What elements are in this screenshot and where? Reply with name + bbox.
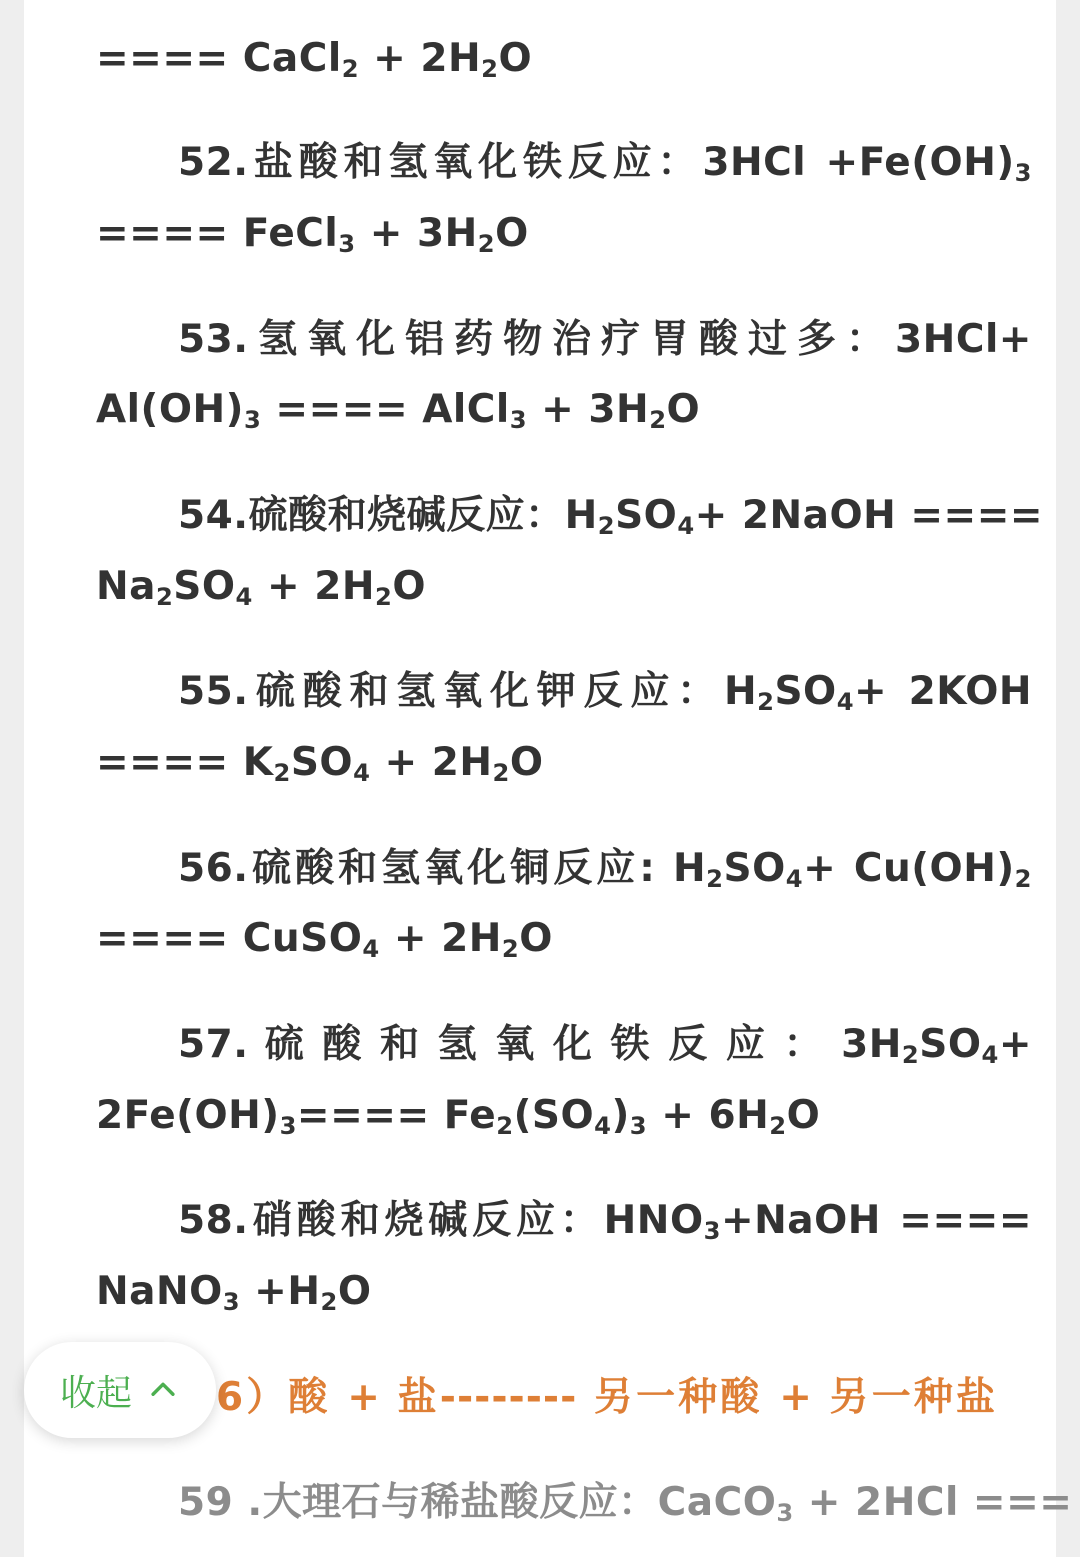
equation-line: 54.硫酸和烧碱反应：$H_2SO_4+$ 2NaOH ==== xyxy=(178,493,1044,541)
equation-line: 52.盐酸和氢氧化铁反应：$3HCl +Fe(OH)_3$ xyxy=(178,140,1032,188)
subscript: 2 xyxy=(374,583,393,612)
subscript: 3 xyxy=(338,230,356,259)
equation-line: 57. 硫 酸 和 氢 氧 化 铁 反 应 ： $3H_2SO_4+$ xyxy=(178,1022,1032,1070)
subscript: 3 xyxy=(776,1499,794,1528)
subscript: 4 xyxy=(353,759,371,788)
equation-line: $2Fe(OH)_3==== Fe_2(SO_4)_3 + 6H_2O$ xyxy=(96,1093,821,1141)
subscript: 2 xyxy=(481,55,499,84)
subscript: 4 xyxy=(235,583,253,612)
subscript: 2 xyxy=(901,1041,920,1070)
subscript: 4 xyxy=(836,688,855,717)
equation-line: ==== CuSO$_4$ + $2H_2O$ xyxy=(96,916,553,964)
subscript: 3 xyxy=(222,1288,241,1317)
subscript: 4 xyxy=(981,1041,999,1070)
subscript: 2 xyxy=(1014,865,1032,894)
collapse-button[interactable] xyxy=(24,1342,216,1438)
subscript: 2 xyxy=(477,230,496,259)
subscript: 2 xyxy=(320,1288,338,1317)
equation-line: 59 .大理石与稀盐酸反应：CaCO$_3$ + 2HCl === xyxy=(178,1480,1073,1528)
subscript: 2 xyxy=(769,1112,787,1141)
subscript: 2 xyxy=(597,512,616,541)
subscript: 2 xyxy=(757,688,775,717)
section-heading: 6）酸 + 盐-------- 另一种酸 + 另一种盐 xyxy=(216,1375,996,1420)
subscript: 2 xyxy=(341,55,360,84)
subscript: 4 xyxy=(594,1112,612,1141)
subscript: 3 xyxy=(1014,159,1032,188)
subscript: 4 xyxy=(677,512,695,541)
chevron-up-icon xyxy=(146,1373,180,1407)
subscript: 2 xyxy=(501,935,520,964)
subscript: 3 xyxy=(279,1112,297,1141)
subscript: 3 xyxy=(629,1112,648,1141)
subscript: 3 xyxy=(703,1217,721,1246)
equation-line: $Na_2SO_4 + 2H_2O$ xyxy=(96,564,426,612)
subscript: 2 xyxy=(649,406,667,435)
subscript: 3 xyxy=(509,406,528,435)
equation-line: 58.硝酸和烧碱反应：$HNO_3+NaOH$ ==== xyxy=(178,1198,1032,1246)
equation-line: ==== CaCl$_2$ + $2H_2O$ xyxy=(96,36,533,84)
subscript: 2 xyxy=(492,759,510,788)
subscript: 4 xyxy=(362,935,380,964)
equation-line: 55.硫酸和氢氧化钾反应：$H_2SO_4+ 2KOH$ xyxy=(178,669,1032,717)
equation-line: $Al(OH)_3$ ==== AlCl$_3$ + $3H_2O$ xyxy=(96,387,701,435)
collapse-button-label: 收起 xyxy=(59,1372,132,1414)
equation-line: 56.硫酸和氢氧化铜反应: $H_2SO_4+ Cu(OH)_2$ xyxy=(178,846,1032,894)
subscript: 2 xyxy=(706,865,724,894)
equation-line: ==== FeCl$_3$ + $3H_2O$ xyxy=(96,211,529,259)
subscript: 4 xyxy=(785,865,804,894)
equation-line: 53.氢氧化铝药物治疗胃酸过多：3HCl+ xyxy=(178,317,1032,362)
subscript: 2 xyxy=(496,1112,514,1141)
subscript: 3 xyxy=(244,406,262,435)
subscript: 2 xyxy=(155,583,174,612)
subscript: 2 xyxy=(273,759,291,788)
equation-line: ==== $K_2SO_4 + 2H_2O$ xyxy=(96,740,544,788)
equation-line: NaNO$_3$ $+H_2O$ xyxy=(96,1269,372,1317)
